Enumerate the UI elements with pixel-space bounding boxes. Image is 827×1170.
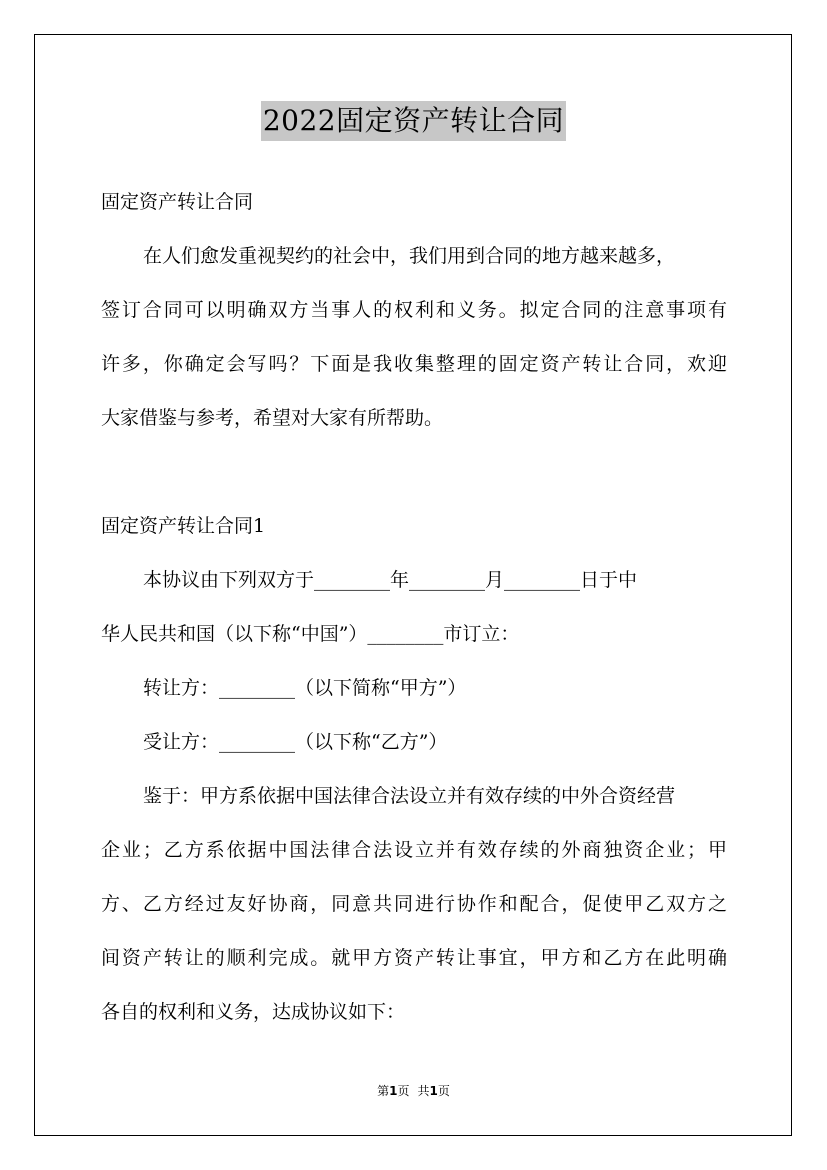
document-title: 2022固定资产转让合同	[261, 101, 566, 141]
document-body	[101, 175, 727, 1039]
page-number: 1	[389, 1084, 398, 1098]
whereas-line-2: 企业；乙方系依据中国法律合法设立并有效存续的外商独资企业；甲	[101, 839, 727, 861]
total-suffix: 页	[437, 1084, 450, 1098]
whereas-line-3: 方、乙方经过友好协商，同意共同进行协作和配合，促使甲乙双方之	[101, 893, 727, 915]
intro-line-2: 签订合同可以明确双方当事人的权利和义务。拟定合同的注意事项有	[101, 299, 727, 321]
transferee-line: 受让方：________（以下称“乙方”）	[143, 731, 448, 753]
page-footer	[0, 1082, 827, 1100]
intro-line-1: 在人们愈发重视契约的社会中，我们用到合同的地方越来越多，	[143, 245, 676, 267]
whereas-line-1: 鉴于：甲方系依据中国法律合法设立并有效存续的中外合资经营	[143, 785, 676, 807]
agreement-line-2: 华人民共和国（以下称“中国”）________市订立：	[101, 623, 520, 645]
whereas-line-5: 各自的权利和义务，达成协议如下：	[101, 1001, 406, 1023]
title-container	[0, 101, 827, 141]
intro-line-3: 许多，你确定会写吗？下面是我收集整理的固定资产转让合同，欢迎	[101, 353, 727, 375]
total-number: 1	[429, 1084, 438, 1098]
paragraph-gap	[101, 445, 727, 499]
transferor-line: 转让方：________（以下简称“甲方”）	[143, 677, 467, 699]
total-prefix: 共	[417, 1084, 430, 1098]
intro-line-4: 大家借鉴与参考，希望对大家有所帮助。	[101, 407, 444, 429]
page-suffix: 页	[397, 1084, 410, 1098]
whereas-line-4: 间资产转让的顺利完成。就甲方资产转让事宜，甲方和乙方在此明确	[101, 947, 727, 969]
page-prefix: 第	[377, 1084, 390, 1098]
agreement-line-1: 本协议由下列双方于________年________月________日于中	[143, 569, 638, 591]
section-heading: 固定资产转让合同1	[101, 515, 266, 537]
document-subtitle: 固定资产转让合同	[101, 191, 254, 213]
